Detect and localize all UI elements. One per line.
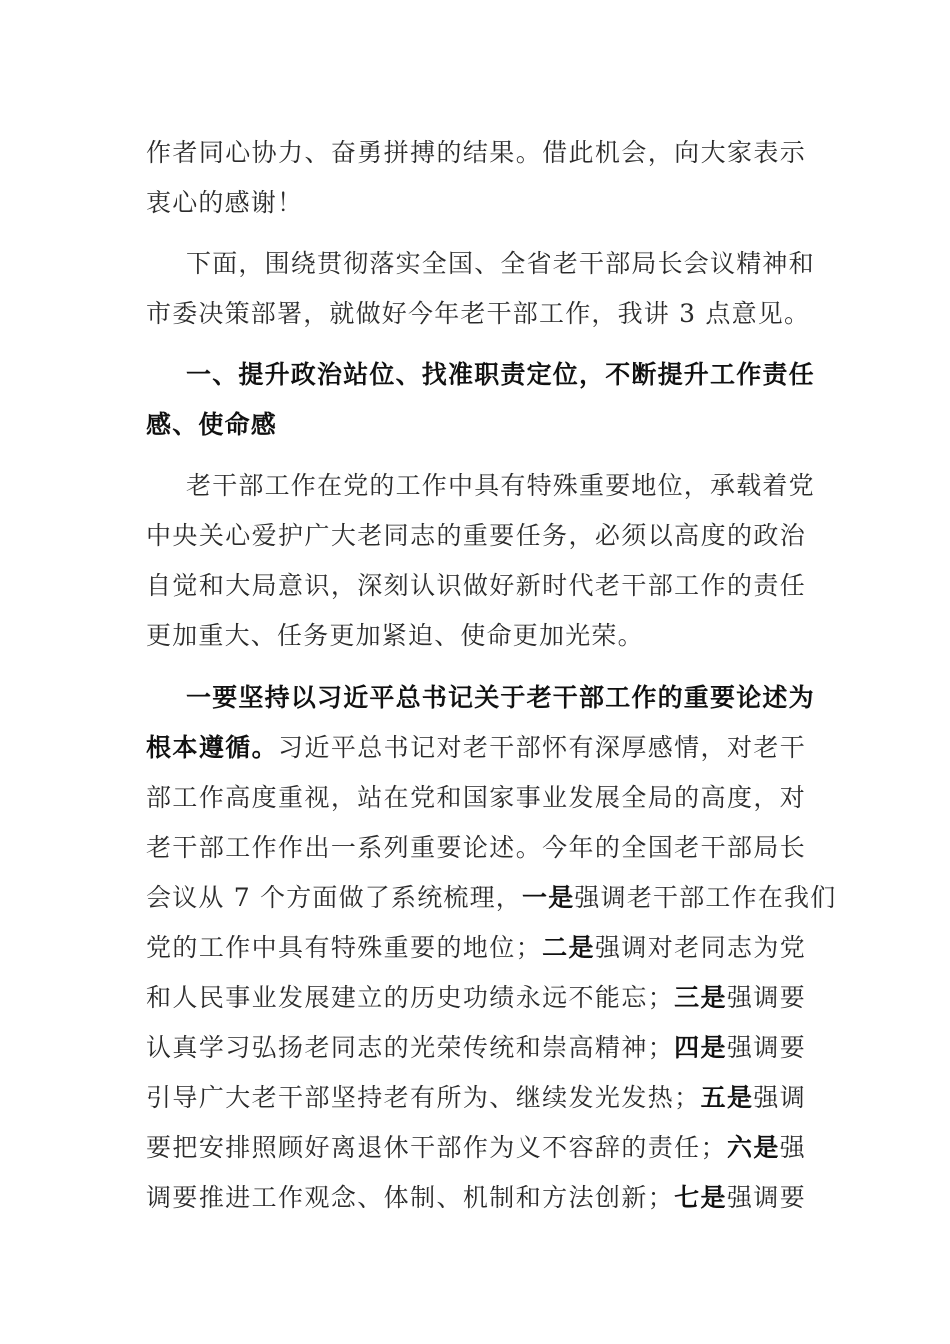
paragraph-4-line-4: 老干部工作作出一系列重要论述。今年的全国老干部局长 [146,833,806,862]
item-4-label: 四是 [673,1033,727,1062]
paragraph-4-line-11: 调要推进工作观念、体制、机制和方法创新；七是强调要 [146,1183,806,1212]
paragraph-4-line-3: 部工作高度重视，站在党和国家事业发展全局的高度，对 [146,783,806,812]
paragraph-4-line-8: 认真学习弘扬老同志的光荣传统和崇高精神；四是强调要 [146,1033,806,1062]
paragraph-3-line-1: 老干部工作在党的工作中具有特殊重要地位，承载着党 [186,471,815,500]
paragraph-4-line-2: 根本遵循。习近平总书记对老干部怀有深厚感情，对老干 [146,733,806,762]
paragraph-3-line-3: 自觉和大局意识，深刻认识做好新时代老干部工作的责任 [146,571,806,600]
paragraph-3-line-4: 更加重大、任务更加紧迫、使命更加光荣。 [146,621,644,650]
paragraph-2-line-2: 市委决策部署，就做好今年老干部工作，我讲 3 点意见。 [146,299,811,328]
paragraph-3-line-2: 中央关心爱护广大老同志的重要任务，必须以高度的政治 [146,521,806,550]
paragraph-4-lead-bold: 根本遵循。 [146,733,279,762]
paragraph-4-line-9: 引导广大老干部坚持老有所为、继续发光发热；五是强调 [146,1083,806,1112]
item-5-label: 五是 [700,1083,754,1112]
paragraph-4-line-5: 会议从 7 个方面做了系统梳理，一是强调老干部工作在我们 [146,883,837,912]
paragraph-4-line-6: 党的工作中具有特殊重要的地位；二是强调对老同志为党 [146,933,806,962]
item-7-label: 七是 [673,1183,727,1212]
paragraph-1-line-2: 衷心的感谢！ [146,188,304,217]
item-6-label: 六是 [726,1133,780,1162]
paragraph-4-line-7: 和人民事业发展建立的历史功绩永远不能忘；三是强调要 [146,983,806,1012]
heading-1-line-1: 一、提升政治站位、找准职责定位，不断提升工作责任 [186,360,815,389]
paragraph-4-line-10: 要把安排照顾好离退休干部作为义不容辞的责任；六是强 [146,1133,806,1162]
paragraph-2-line-1: 下面，围绕贯彻落实全国、全省老干部局长会议精神和 [186,249,815,278]
item-3-label: 三是 [673,983,727,1012]
item-2-label: 二是 [541,933,595,962]
paragraph-1-line-1: 作者同心协力、奋勇拼搏的结果。借此机会，向大家表示 [146,138,806,167]
item-1-label: 一是 [522,883,575,912]
heading-1-line-2: 感、使命感 [146,410,278,439]
paragraph-4-line-1: 一要坚持以习近平总书记关于老干部工作的重要论述为 [186,683,815,712]
